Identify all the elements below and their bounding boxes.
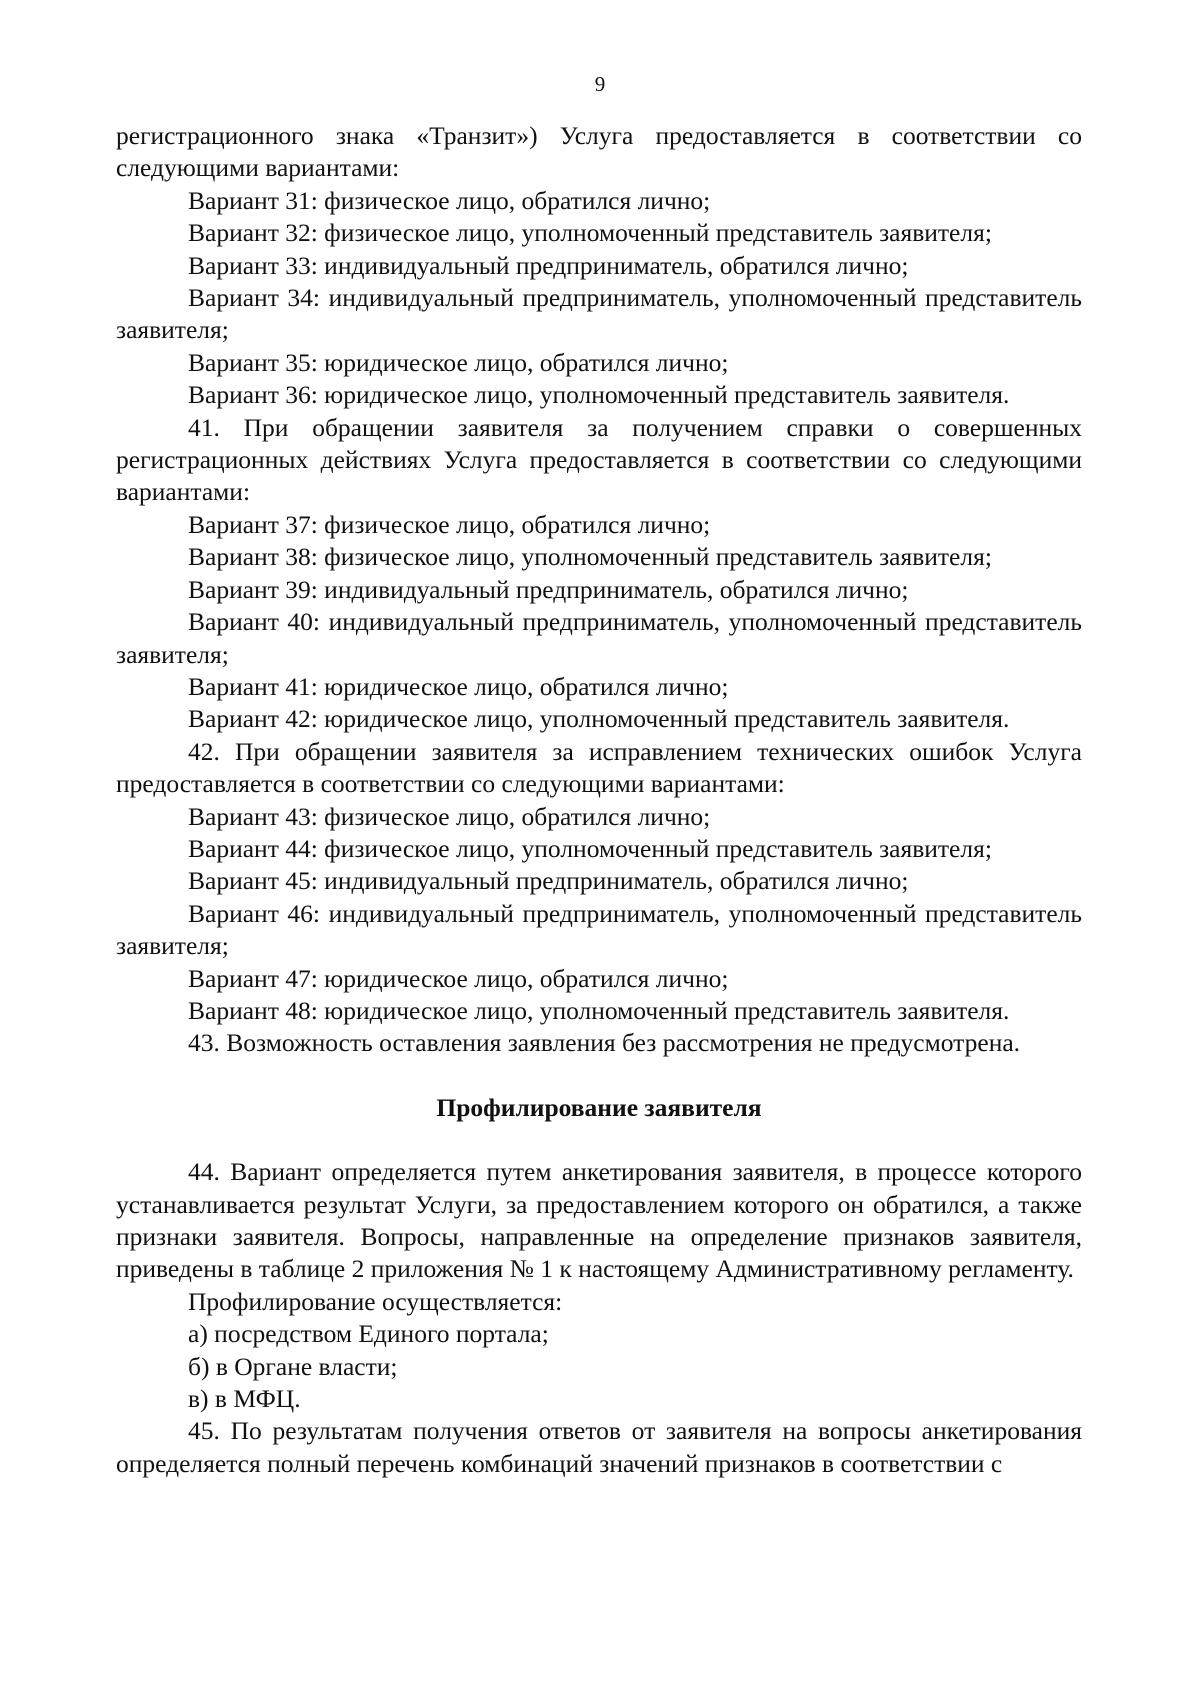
paragraph: Вариант 39: индивидуальный предприниматель, обратился лично; [188, 574, 909, 604]
paragraph: 41. При обращении заявителя за получением справки о совершенных регистрационных действиях Услуга предоставляется в соответствии со следующими вариантами: [116, 412, 1082, 507]
paragraph: Вариант 36: юридическое лицо, уполномоченный представитель заявителя. [188, 380, 1010, 410]
variants-section [116, 120, 1082, 1060]
paragraph: регистрационного знака «Транзит») Услуга предоставляется в соответствии со следующими вариантами: [116, 121, 1082, 183]
paragraph: б) в Органе власти; [188, 1351, 398, 1381]
paragraph: Вариант 46: индивидуальный предприниматель, уполномоченный представитель заявителя; [116, 898, 1082, 961]
paragraph: 45. По результатам получения ответов от заявителя на вопросы анкетирования определяется полный перечень комбинаций значений признаков в соответствии с [116, 1416, 1082, 1478]
document-body [116, 120, 1082, 1480]
paragraph: Профилирование осуществляется: [188, 1286, 563, 1316]
paragraph: Вариант 42: юридическое лицо, уполномоченный представитель заявителя. [188, 704, 1010, 734]
paragraph: Вариант 33: индивидуальный предприниматель, обратился лично; [188, 250, 909, 280]
paragraph: Вариант 48: юридическое лицо, уполномоченный представитель заявителя. [188, 995, 1010, 1025]
paragraph: Вариант 47: юридическое лицо, обратился лично; [188, 963, 729, 993]
paragraph: Вариант 41: юридическое лицо, обратился лично; [188, 671, 729, 701]
paragraph: Вариант 43: физическое лицо, обратился лично; [188, 801, 711, 831]
paragraph: Вариант 32: физическое лицо, уполномоченный представитель заявителя; [188, 218, 992, 248]
paragraph: в) в МФЦ. [188, 1384, 301, 1414]
paragraph: Вариант 34: индивидуальный предприниматель, уполномоченный представитель заявителя; [116, 283, 1082, 345]
paragraph: Вариант 31: физическое лицо, обратился лично; [188, 185, 711, 215]
paragraph: 42. При обращении заявителя за исправлением технических ошибок Услуга предоставляется в соответствии со следующими вариантами: [116, 736, 1082, 799]
paragraph: 43. Возможность оставления заявления без рассмотрения не предусмотрена. [188, 1028, 1021, 1058]
page-number: 9 [594, 72, 606, 96]
paragraph: Вариант 38: физическое лицо, уполномоченный представитель заявителя; [188, 542, 992, 572]
profiling-section [116, 1156, 1082, 1480]
paragraph: Вариант 40: индивидуальный предприниматель, уполномоченный представитель заявителя; [116, 607, 1082, 669]
paragraph: Вариант 35: юридическое лицо, обратился лично; [188, 347, 729, 377]
paragraph: Вариант 44: физическое лицо, уполномоченный представитель заявителя; [188, 833, 992, 863]
section-heading: Профилирование заявителя [436, 1092, 762, 1122]
paragraph: Вариант 45: индивидуальный предприниматель, обратился лично; [188, 866, 909, 896]
paragraph: Вариант 37: физическое лицо, обратился лично; [188, 509, 711, 539]
paragraph: 44. Вариант определяется путем анкетирования заявителя, в процессе которого устанавливается результат Услуги, за предоставлением которого он обратился, а также признаки заявителя. Вопросы, направленные на определение признаков заявителя, приведены в таблице 2 приложения № 1 к настоящему Административному регламенту. [116, 1157, 1082, 1284]
paragraph: а) посредством Единого портала; [188, 1319, 549, 1349]
